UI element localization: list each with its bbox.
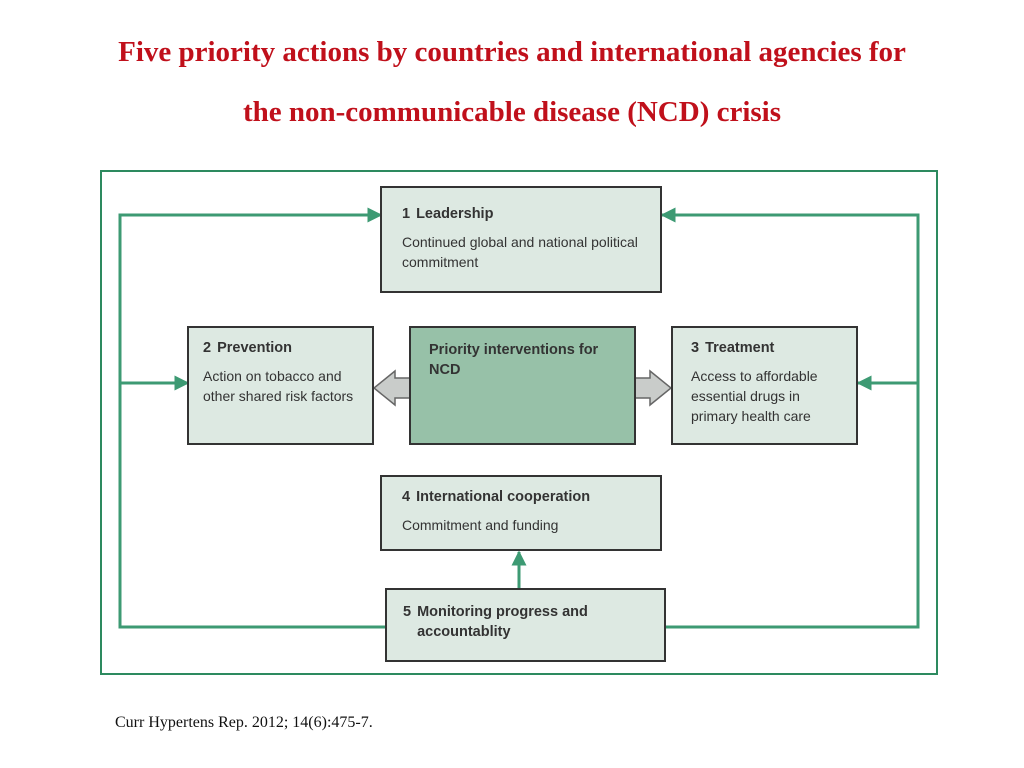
center-to-prevention-block-arrow <box>374 371 410 405</box>
priority-interventions-box <box>409 326 636 445</box>
citation: Curr Hypertens Rep. 2012; 14(6):475-7. <box>115 714 373 731</box>
center-to-treatment-block-arrow <box>635 371 671 405</box>
treatment-body: Access to affordable essential drugs in primary health care <box>691 368 818 424</box>
cooperation-body: Commitment and funding <box>402 517 559 533</box>
slide-title-line-2: the non-communicable disease (NCD) crisis <box>242 96 782 128</box>
leadership-body: Continued global and national political commitment <box>402 234 638 270</box>
leadership-box <box>380 186 662 293</box>
prevention-number: 2 <box>203 340 212 356</box>
cooperation-number: 4 <box>402 489 411 505</box>
prevention-body: Action on tobacco and other shared risk factors <box>203 368 354 404</box>
monitoring-heading: Monitoring progress and accountablity <box>417 604 588 640</box>
leadership-number: 1 <box>402 206 411 222</box>
monitoring-number: 5 <box>403 604 412 620</box>
priority-interventions-label: Priority interventions for NCD <box>429 342 599 378</box>
treatment-box <box>671 326 858 445</box>
prevention-box <box>187 326 374 445</box>
slide-title-line-1: Five priority actions by countries and international agencies for <box>118 36 906 68</box>
treatment-heading: Treatment <box>705 340 775 356</box>
international-cooperation-box <box>380 475 662 551</box>
treatment-number: 3 <box>691 340 700 356</box>
leadership-heading: Leadership <box>416 206 494 222</box>
cooperation-heading: International cooperation <box>416 489 591 505</box>
monitoring-box <box>385 588 666 662</box>
prevention-heading: Prevention <box>217 340 293 356</box>
